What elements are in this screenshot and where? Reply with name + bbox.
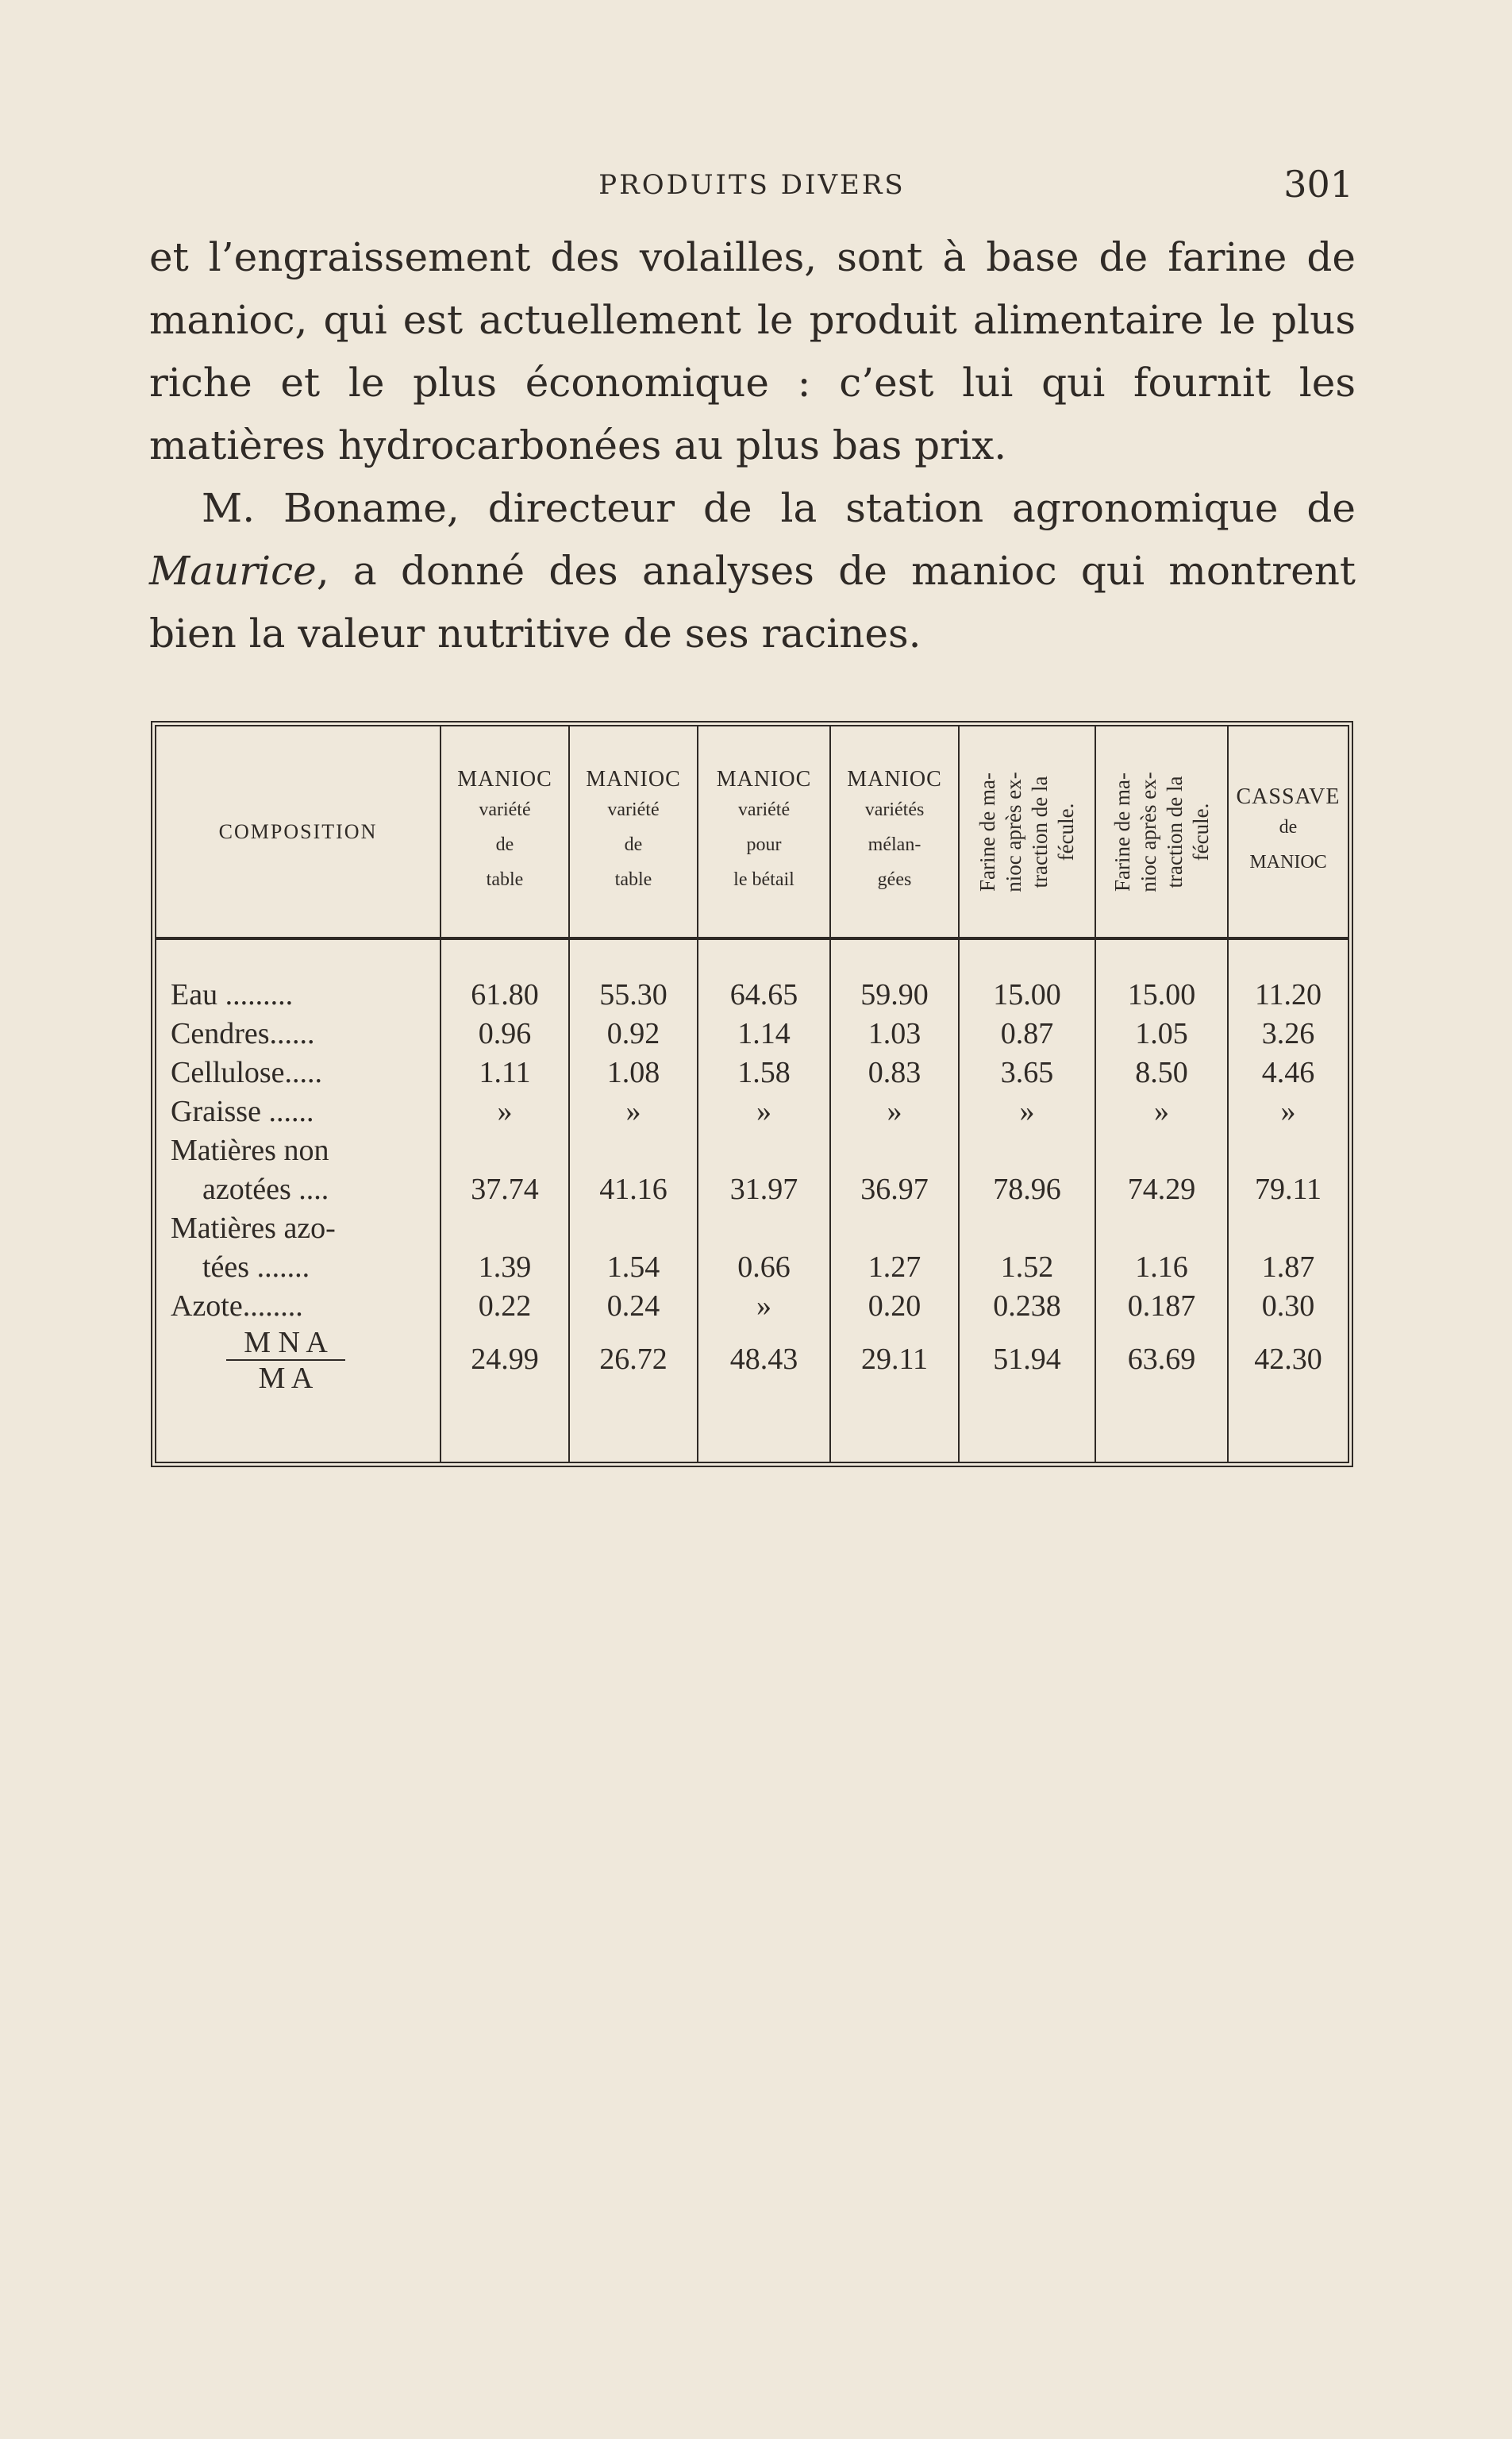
value-cellulose: 0.83	[868, 1056, 921, 1089]
col1-l1: MANIOC	[457, 766, 552, 792]
value-azote: 0.187	[1127, 1289, 1196, 1323]
col2-l4: table	[614, 869, 652, 890]
value-eau: 15.00	[1127, 978, 1196, 1011]
ratio-denominator: M A	[258, 1362, 314, 1395]
col3-l2: variété	[737, 799, 791, 820]
col7-l3: MANIOC	[1249, 851, 1327, 873]
value-graisse: »	[1154, 1095, 1169, 1128]
col7-l2: de	[1279, 816, 1298, 838]
values-column-3	[698, 938, 830, 1462]
label-matieres-non-2: azotées ....	[202, 1173, 329, 1206]
composition-header: COMPOSITION	[156, 726, 441, 938]
column-header-farine-1	[959, 726, 1095, 938]
label-matieres-non-1: Matières non	[171, 1134, 329, 1167]
value-cellulose: 3.65	[1000, 1056, 1054, 1089]
value-graisse: »	[497, 1095, 513, 1128]
column-header-manioc-melangees	[830, 726, 959, 938]
value-matieres-azotees: 1.16	[1135, 1250, 1188, 1284]
value-matieres-non-azotees: 74.29	[1127, 1173, 1196, 1206]
value-cendres: 0.92	[606, 1017, 660, 1050]
col3-l4: le bétail	[733, 869, 794, 890]
value-mna-ma: 63.69	[1127, 1343, 1196, 1376]
value-matieres-azotees: 1.52	[1000, 1250, 1054, 1284]
value-graisse: »	[887, 1095, 902, 1128]
values-column-7	[1228, 938, 1348, 1462]
value-cendres: 3.26	[1261, 1017, 1315, 1050]
place-name-italic: Maurice	[149, 548, 317, 594]
value-cendres: 1.03	[868, 1017, 921, 1050]
col3-l1: MANIOC	[716, 766, 812, 792]
label-matieres-azo-2: tées .......	[202, 1250, 310, 1284]
col7-l1: CASSAVE	[1236, 784, 1341, 809]
col4-l1: MANIOC	[847, 766, 942, 792]
label-matieres-azo-1: Matières azo-	[171, 1212, 336, 1245]
col5-r4: fécule.	[1054, 803, 1078, 861]
col4-l3: mélan-	[868, 834, 921, 855]
value-cellulose: 8.50	[1135, 1056, 1188, 1089]
value-cellulose: 4.46	[1261, 1056, 1315, 1089]
value-matieres-azotees: 1.54	[606, 1250, 660, 1284]
value-azote: 0.24	[606, 1289, 660, 1323]
label-cendres: Cendres......	[171, 1017, 315, 1050]
col4-l2: variétés	[864, 799, 925, 820]
value-graisse: »	[756, 1095, 771, 1128]
page-number: 301	[1283, 163, 1353, 206]
value-eau: 64.65	[729, 978, 798, 1011]
value-matieres-non-azotees: 41.16	[599, 1173, 668, 1206]
col6-r3: traction de la	[1162, 776, 1187, 888]
ratio-numerator: M N A	[226, 1326, 345, 1361]
value-matieres-azotees: 0.66	[737, 1250, 791, 1284]
label-azote: Azote........	[171, 1289, 303, 1323]
value-mna-ma: 24.99	[471, 1343, 539, 1376]
column-header-cassave	[1228, 726, 1348, 938]
paragraph-2-start: M. Boname, directeur de la station agronomique de	[202, 485, 1356, 531]
value-cendres: 0.96	[478, 1017, 532, 1050]
col3-l3: pour	[746, 834, 782, 855]
label-eau: Eau .........	[171, 978, 294, 1011]
value-cellulose: 1.11	[479, 1056, 531, 1089]
value-azote: 0.20	[868, 1289, 921, 1323]
label-mna-ma-ratio	[226, 1326, 345, 1396]
value-graisse: »	[625, 1095, 641, 1128]
composition-grid	[156, 726, 1348, 1462]
value-matieres-non-azotees: 78.96	[993, 1173, 1061, 1206]
col2-l3: de	[624, 834, 643, 855]
col2-l1: MANIOC	[586, 766, 681, 792]
col6-r4: fécule.	[1188, 803, 1213, 861]
body-text	[149, 226, 1356, 665]
values-column-4	[830, 938, 959, 1462]
col2-l2: variété	[607, 799, 660, 820]
value-matieres-azotees: 1.39	[478, 1250, 532, 1284]
paragraph-2	[149, 477, 1356, 665]
value-mna-ma: 26.72	[599, 1343, 668, 1376]
value-matieres-non-azotees: 36.97	[860, 1173, 929, 1206]
values-column-6	[1095, 938, 1228, 1462]
composition-table	[151, 721, 1353, 1467]
value-eau: 55.30	[599, 978, 668, 1011]
col1-l3: de	[495, 834, 514, 855]
paragraph-2-end: , a donné des analyses de manioc qui montrent bien la valeur nutritive de ses racines.	[149, 548, 1356, 657]
value-azote: »	[756, 1289, 771, 1323]
value-mna-ma: 42.30	[1254, 1343, 1322, 1376]
label-graisse: Graisse ......	[171, 1095, 314, 1128]
value-eau: 15.00	[993, 978, 1061, 1011]
value-mna-ma: 48.43	[729, 1343, 798, 1376]
value-matieres-azotees: 1.87	[1261, 1250, 1315, 1284]
page-header	[151, 163, 1353, 210]
running-title: PRODUITS DIVERS	[598, 169, 906, 201]
column-header-manioc-table-1	[441, 726, 569, 938]
column-header-manioc-table-2	[569, 726, 698, 938]
value-mna-ma: 51.94	[993, 1343, 1061, 1376]
value-azote: 0.22	[478, 1289, 532, 1323]
value-cellulose: 1.58	[737, 1056, 791, 1089]
col5-r1: Farine de ma-	[975, 772, 999, 892]
column-header-farine-2	[1095, 726, 1228, 938]
paragraph-1: et l’engraissement des volailles, sont à base de farine de manioc, qui est actuellement le produit alimentaire le plus riche et le plus économique : c’est lui qui fournit les matières hydrocarbonées au plus bas prix.	[149, 234, 1356, 468]
value-cendres: 1.05	[1135, 1017, 1188, 1050]
values-column-2	[569, 938, 698, 1462]
value-matieres-azotees: 1.27	[868, 1250, 921, 1284]
column-header-manioc-betail	[698, 726, 830, 938]
row-labels-column	[156, 938, 441, 1462]
value-graisse: »	[1019, 1095, 1035, 1128]
value-matieres-non-azotees: 37.74	[471, 1173, 539, 1206]
col4-l4: gées	[877, 869, 912, 890]
value-azote: 0.238	[993, 1289, 1061, 1323]
values-column-5	[959, 938, 1095, 1462]
value-matieres-non-azotees: 31.97	[729, 1173, 798, 1206]
label-cellulose: Cellulose.....	[171, 1056, 323, 1089]
value-eau: 11.20	[1254, 978, 1322, 1011]
col6-r2: nioc après ex-	[1136, 771, 1160, 892]
col5-r2: nioc après ex-	[1002, 771, 1025, 892]
value-azote: 0.30	[1261, 1289, 1315, 1323]
col1-l4: table	[486, 869, 524, 890]
value-eau: 59.90	[860, 978, 929, 1011]
col5-r3: traction de la	[1028, 776, 1052, 888]
value-eau: 61.80	[471, 978, 539, 1011]
value-cendres: 1.14	[737, 1017, 791, 1050]
values-column-1	[441, 938, 569, 1462]
value-matieres-non-azotees: 79.11	[1254, 1173, 1322, 1206]
value-cendres: 0.87	[1000, 1017, 1054, 1050]
value-mna-ma: 29.11	[860, 1343, 929, 1376]
value-cellulose: 1.08	[606, 1056, 660, 1089]
col1-l2: variété	[479, 799, 531, 820]
col6-r1: Farine de ma-	[1110, 772, 1134, 892]
value-graisse: »	[1280, 1095, 1296, 1128]
